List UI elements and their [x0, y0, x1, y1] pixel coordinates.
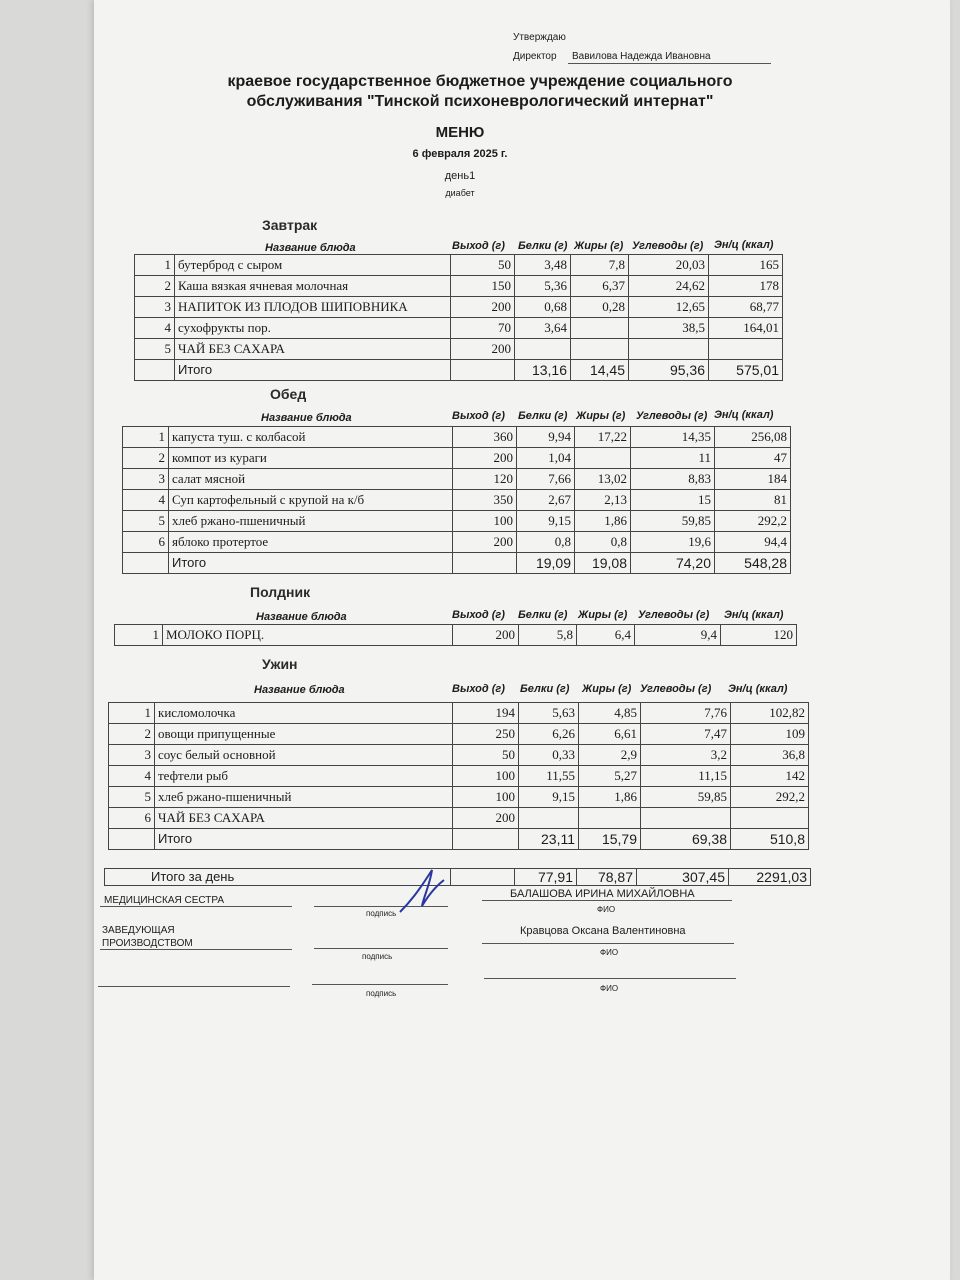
dish-energy: 165: [709, 255, 783, 276]
total-protein: 19,09: [517, 553, 575, 574]
col-fat-header: Жиры (г): [578, 609, 628, 621]
col-protein-header: Белки (г): [518, 240, 568, 252]
snack-title: Полдник: [250, 584, 311, 600]
row-index: 5: [135, 339, 175, 360]
row-index: 1: [135, 255, 175, 276]
total-carbs: 74,20: [631, 553, 715, 574]
dish-output: 200: [453, 448, 517, 469]
day-total-protein: 77,91: [515, 869, 577, 886]
table-row: [135, 255, 783, 276]
dish-carbs: 12,65: [629, 297, 709, 318]
row-index: 6: [109, 808, 155, 829]
total-energy: 575,01: [709, 360, 783, 381]
dish-output: 360: [453, 427, 517, 448]
col-output-header: Выход (г): [452, 683, 505, 695]
dish-protein: 11,55: [519, 766, 579, 787]
col-output-header: Выход (г): [452, 609, 505, 621]
table-row: [123, 490, 791, 511]
dish-fat: 1,86: [579, 787, 641, 808]
dish-fat: 7,8: [571, 255, 629, 276]
total-row: [109, 829, 809, 850]
dish-fat: 6,4: [577, 625, 635, 646]
col-output-header: Выход (г): [452, 410, 505, 422]
dish-energy: 68,77: [709, 297, 783, 318]
row-index: 5: [109, 787, 155, 808]
total-protein: 23,11: [519, 829, 579, 850]
menu-diet: диабет: [445, 188, 475, 198]
total-output: [453, 553, 517, 574]
col-fat-header: Жиры (г): [576, 410, 626, 422]
dish-carbs: 24,62: [629, 276, 709, 297]
total-output: [451, 360, 515, 381]
dish-name: ЧАЙ БЕЗ САХАРА: [155, 808, 453, 829]
total-index: [135, 360, 175, 381]
dinner-title: Ужин: [262, 656, 298, 672]
dish-energy: [709, 339, 783, 360]
table-row: [109, 808, 809, 829]
dish-name: Суп картофельный с крупой на к/б: [169, 490, 453, 511]
dish-carbs: 7,76: [641, 703, 731, 724]
table-row: [123, 532, 791, 553]
head-label-line: [100, 949, 292, 950]
row-index: 3: [123, 469, 169, 490]
table-row: [135, 318, 783, 339]
dish-name: овощи припущенные: [155, 724, 453, 745]
dish-energy: 292,2: [715, 511, 791, 532]
dish-protein: 7,66: [517, 469, 575, 490]
dish-energy: 120: [721, 625, 797, 646]
day-total-row: [105, 869, 811, 886]
dish-carbs: 8,83: [631, 469, 715, 490]
table-row: [135, 276, 783, 297]
col-name-header: Название блюда: [254, 684, 345, 696]
extra-label-line: [98, 986, 290, 987]
table-row: [123, 448, 791, 469]
dish-name: хлеб ржано-пшеничный: [169, 511, 453, 532]
dish-name: салат мясной: [169, 469, 453, 490]
col-name-header: Название блюда: [265, 242, 356, 254]
dish-carbs: 14,35: [631, 427, 715, 448]
dish-name: хлеб ржано-пшеничный: [155, 787, 453, 808]
dish-output: 150: [451, 276, 515, 297]
dish-energy: 292,2: [731, 787, 809, 808]
day-total-output: [451, 869, 515, 886]
dish-protein: 9,15: [519, 787, 579, 808]
dish-protein: 0,68: [515, 297, 571, 318]
lunch-table: [122, 426, 791, 574]
dish-carbs: 11,15: [641, 766, 731, 787]
dish-energy: 109: [731, 724, 809, 745]
dish-name: кисломолочка: [155, 703, 453, 724]
snack-table: [114, 624, 797, 646]
dish-energy: [731, 808, 809, 829]
day-total-carbs: 307,45: [637, 869, 729, 886]
dish-fat: 13,02: [575, 469, 631, 490]
table-row: [109, 766, 809, 787]
dish-protein: 9,15: [517, 511, 575, 532]
dish-output: 200: [451, 339, 515, 360]
dish-fat: 0,28: [571, 297, 629, 318]
head-label-1: ЗАВЕДУЮЩАЯ: [102, 925, 175, 936]
director-line: [568, 63, 771, 64]
dish-output: 200: [453, 532, 517, 553]
dish-output: 194: [453, 703, 519, 724]
day-total-energy: 2291,03: [729, 869, 811, 886]
total-index: [109, 829, 155, 850]
col-carbs-header: Углеводы (г): [640, 683, 712, 695]
dish-protein: 3,48: [515, 255, 571, 276]
total-label: Итого: [169, 553, 453, 574]
dish-protein: 1,04: [517, 448, 575, 469]
total-fat: 15,79: [579, 829, 641, 850]
org-line-1: краевое государственное бюджетное учреждение социального: [227, 73, 733, 90]
col-energy-header: Эн/ц (ккал): [724, 609, 784, 621]
dish-fat: [571, 318, 629, 339]
dish-protein: 5,8: [519, 625, 577, 646]
approve-label: Утверждаю: [513, 32, 566, 43]
dish-energy: 142: [731, 766, 809, 787]
dish-energy: 47: [715, 448, 791, 469]
dish-protein: 0,8: [517, 532, 575, 553]
dish-protein: 0,33: [519, 745, 579, 766]
dish-energy: 81: [715, 490, 791, 511]
col-carbs-header: Углеводы (г): [632, 240, 704, 252]
row-index: 5: [123, 511, 169, 532]
dish-fat: [575, 448, 631, 469]
nurse-fio-caption: ФИО: [597, 905, 616, 914]
table-row: [109, 703, 809, 724]
dish-output: 70: [451, 318, 515, 339]
col-energy-header: Эн/ц (ккал): [728, 683, 788, 695]
dish-energy: 102,82: [731, 703, 809, 724]
col-protein-header: Белки (г): [518, 609, 568, 621]
nurse-label-line: [100, 906, 292, 907]
day-total-fat: 78,87: [577, 869, 637, 886]
head-sign-caption: подпись: [362, 952, 393, 961]
dish-protein: 5,36: [515, 276, 571, 297]
col-fat-header: Жиры (г): [574, 240, 624, 252]
row-index: 3: [109, 745, 155, 766]
lunch-title: Обед: [270, 386, 307, 402]
dish-name: Каша вязкая ячневая молочная: [175, 276, 451, 297]
dish-energy: 256,08: [715, 427, 791, 448]
total-energy: 510,8: [731, 829, 809, 850]
head-sign-line: [314, 948, 448, 949]
total-protein: 13,16: [515, 360, 571, 381]
dish-name: сухофрукты пор.: [175, 318, 451, 339]
col-energy-header: Эн/ц (ккал): [714, 409, 774, 421]
dish-protein: [515, 339, 571, 360]
dish-carbs: 11: [631, 448, 715, 469]
menu-day: день1: [444, 170, 476, 182]
row-index: 2: [135, 276, 175, 297]
dish-fat: 1,86: [575, 511, 631, 532]
total-row: [123, 553, 791, 574]
col-carbs-header: Углеводы (г): [636, 410, 708, 422]
nurse-sign-caption: подпись: [366, 909, 397, 918]
table-row: [135, 339, 783, 360]
row-index: 1: [115, 625, 163, 646]
col-carbs-header: Углеводы (г): [638, 609, 710, 621]
dish-output: 200: [453, 808, 519, 829]
day-total-table: [104, 868, 811, 886]
extra-sign-line: [312, 984, 448, 985]
dish-energy: 178: [709, 276, 783, 297]
dish-protein: 5,63: [519, 703, 579, 724]
nurse-label: МЕДИЦИНСКАЯ СЕСТРА: [104, 895, 225, 906]
total-fat: 14,45: [571, 360, 629, 381]
total-output: [453, 829, 519, 850]
dish-output: 100: [453, 511, 517, 532]
dish-output: 50: [451, 255, 515, 276]
dish-name: соус белый основной: [155, 745, 453, 766]
total-index: [123, 553, 169, 574]
dish-fat: 2,13: [575, 490, 631, 511]
dish-output: 200: [451, 297, 515, 318]
dish-output: 250: [453, 724, 519, 745]
day-total-label: Итого за день: [105, 869, 451, 886]
head-name-line: [482, 943, 734, 944]
dish-carbs: 7,47: [641, 724, 731, 745]
dish-fat: 6,37: [571, 276, 629, 297]
dish-fat: 6,61: [579, 724, 641, 745]
head-fio-caption: ФИО: [600, 948, 619, 957]
dish-output: 100: [453, 766, 519, 787]
row-index: 1: [109, 703, 155, 724]
org-line-2: обслуживания "Тинской психоневрологический интернат": [246, 93, 714, 110]
dish-fat: 0,8: [575, 532, 631, 553]
total-label: Итого: [155, 829, 453, 850]
table-row: [123, 469, 791, 490]
total-label: Итого: [175, 360, 451, 381]
table-row: [115, 625, 797, 646]
dish-fat: 17,22: [575, 427, 631, 448]
table-row: [123, 511, 791, 532]
dinner-table: [108, 702, 809, 850]
dish-name: капуста туш. с колбасой: [169, 427, 453, 448]
nurse-name-line: [482, 900, 732, 901]
total-carbs: 69,38: [641, 829, 731, 850]
dish-energy: 94,4: [715, 532, 791, 553]
dish-output: 120: [453, 469, 517, 490]
dish-fat: [579, 808, 641, 829]
breakfast-title: Завтрак: [262, 217, 318, 233]
dish-carbs: 3,2: [641, 745, 731, 766]
row-index: 3: [135, 297, 175, 318]
row-index: 4: [109, 766, 155, 787]
table-row: [109, 724, 809, 745]
extra-sign-caption: подпись: [366, 989, 397, 998]
dish-protein: 2,67: [517, 490, 575, 511]
dish-output: 100: [453, 787, 519, 808]
row-index: 6: [123, 532, 169, 553]
table-row: [135, 297, 783, 318]
dish-carbs: [629, 339, 709, 360]
row-index: 4: [123, 490, 169, 511]
dish-carbs: 38,5: [629, 318, 709, 339]
dish-fat: 2,9: [579, 745, 641, 766]
dish-output: 200: [453, 625, 519, 646]
menu-date: 6 февраля 2025 г.: [412, 148, 508, 160]
dish-energy: 36,8: [731, 745, 809, 766]
col-protein-header: Белки (г): [520, 683, 570, 695]
col-name-header: Название блюда: [261, 412, 352, 424]
director-name: Вавилова Надежда Ивановна: [572, 51, 711, 62]
table-row: [123, 427, 791, 448]
dish-output: 350: [453, 490, 517, 511]
col-output-header: Выход (г): [452, 240, 505, 252]
col-fat-header: Жиры (г): [582, 683, 632, 695]
dish-name: ЧАЙ БЕЗ САХАРА: [175, 339, 451, 360]
row-index: 2: [109, 724, 155, 745]
dish-name: компот из кураги: [169, 448, 453, 469]
col-energy-header: Эн/ц (ккал): [714, 239, 774, 251]
dish-carbs: 59,85: [641, 787, 731, 808]
dish-carbs: 19,6: [631, 532, 715, 553]
dish-protein: 6,26: [519, 724, 579, 745]
dish-protein: [519, 808, 579, 829]
row-index: 1: [123, 427, 169, 448]
total-row: [135, 360, 783, 381]
col-protein-header: Белки (г): [518, 410, 568, 422]
dish-carbs: 15: [631, 490, 715, 511]
table-row: [109, 787, 809, 808]
dish-carbs: 59,85: [631, 511, 715, 532]
dish-fat: [571, 339, 629, 360]
table-row: [109, 745, 809, 766]
dish-energy: 184: [715, 469, 791, 490]
dish-carbs: 20,03: [629, 255, 709, 276]
dish-energy: 164,01: [709, 318, 783, 339]
head-label-2: ПРОИЗВОДСТВОМ: [102, 938, 193, 949]
breakfast-table: [134, 254, 783, 381]
dish-name: яблоко протертое: [169, 532, 453, 553]
extra-fio-caption: ФИО: [600, 984, 619, 993]
dish-name: МОЛОКО ПОРЦ.: [163, 625, 453, 646]
nurse-name: БАЛАШОВА ИРИНА МИХАЙЛОВНА: [510, 888, 695, 900]
col-name-header: Название блюда: [256, 611, 347, 623]
dish-fat: 4,85: [579, 703, 641, 724]
total-fat: 19,08: [575, 553, 631, 574]
total-carbs: 95,36: [629, 360, 709, 381]
extra-name-line: [484, 978, 736, 979]
dish-protein: 3,64: [515, 318, 571, 339]
menu-title: МЕНЮ: [435, 124, 485, 141]
signature-mark: [392, 862, 452, 918]
total-energy: 548,28: [715, 553, 791, 574]
dish-name: бутерброд с сыром: [175, 255, 451, 276]
dish-name: НАПИТОК ИЗ ПЛОДОВ ШИПОВНИКА: [175, 297, 451, 318]
dish-fat: 5,27: [579, 766, 641, 787]
director-label: Директор: [513, 51, 557, 62]
dish-output: 50: [453, 745, 519, 766]
row-index: 2: [123, 448, 169, 469]
dish-name: тефтели рыб: [155, 766, 453, 787]
row-index: 4: [135, 318, 175, 339]
dish-carbs: 9,4: [635, 625, 721, 646]
dish-protein: 9,94: [517, 427, 575, 448]
head-name: Кравцова Оксана Валентиновна: [520, 925, 686, 937]
dish-carbs: [641, 808, 731, 829]
